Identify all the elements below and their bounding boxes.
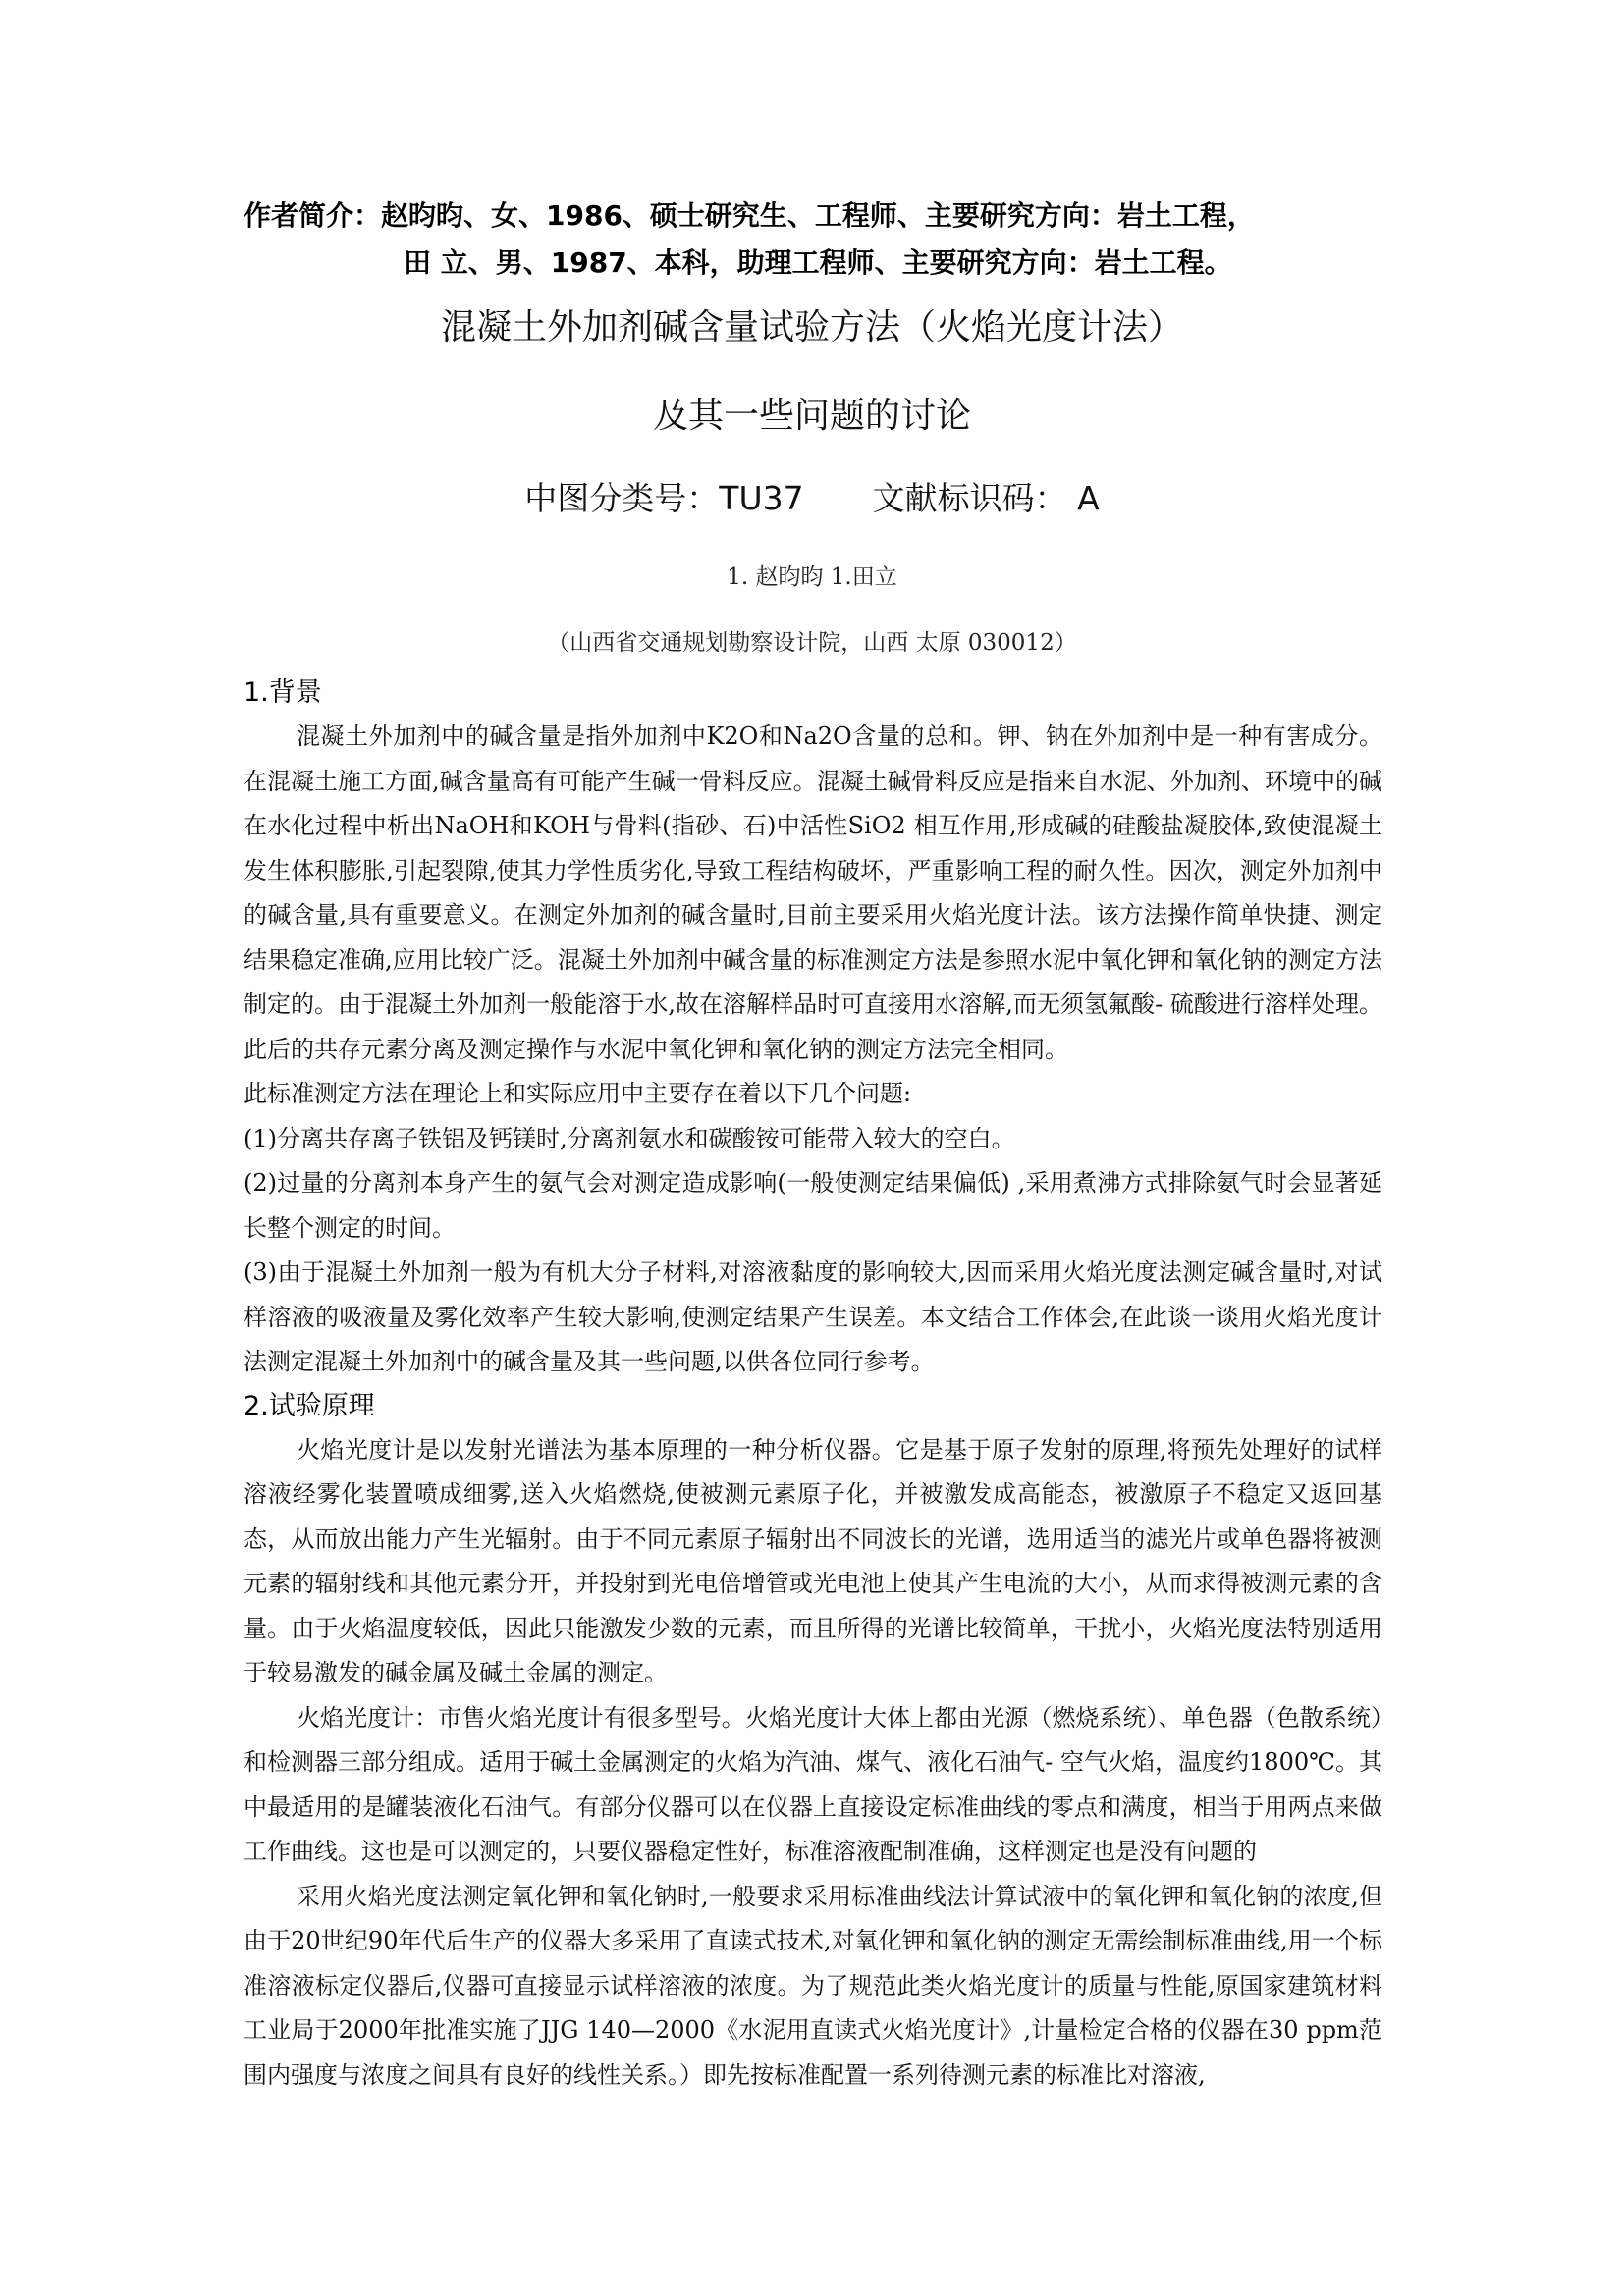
section-heading-principle: 2.试验原理 <box>244 1390 375 1421</box>
author-bio-line-1: 作者简介：赵昀昀、女、1986、硕士研究生、工程师、主要研究方向：岩土工程， <box>244 199 1255 232</box>
issues-lead: 此标准测定方法在理论上和实际应用中主要存在着以下几个问题: <box>244 1080 912 1107</box>
principle-paragraph-2: 火焰光度计：市售火焰光度计有很多型号。火焰光度计大体上都由光源（燃烧系统）、单色器（色散系统）和检测器三部分组成。适用于碱土金属测定的火焰为汽油、煤气、液化石油气- 空气火焰，温度约1800℃。其中最适用的是罐装液化石油气。有部分仪器可以在仪器上直接设定标准曲线的零点和满度，相当于用两点来做工作曲线。这也是可以测定的，只要仪器稳定性好，标准溶液配制准确，这样测定也是没有问题的 <box>244 1703 1382 1865</box>
background-paragraph: 混凝土外加剂中的碱含量是指外加剂中K2O和Na2O含量的总和。钾、钠在外加剂中是一种有害成分。在混凝土施工方面,碱含量高有可能产生碱一骨料反应。混凝土碱骨料反应是指来自水泥、外加剂、环境中的碱在水化过程中析出NaOH和KOH与骨料(指砂、石)中活性SiO2 相互作用,形成碱的硅酸盐凝胶体,致使混凝土发生体积膨胀,引起裂隙,使其力学性质劣化,导致工程结构破坏，严重影响工程的耐久性。因次，测定外加剂中的碱含量,具有重要意义。在测定外加剂的碱含量时,目前主要采用火焰光度计法。该方法操作简单快捷、测定结果稳定准确,应用比较广泛。混凝土外加剂中碱含量的标准测定方法是参照水泥中氧化钾和氧化钠的测定方法制定的。由于混凝土外加剂一般能溶于水,故在溶解样品时可直接用水溶解,而无须氢氟酸- 硫酸进行溶样处理。此后的共存元素分离及测定操作与水泥中氧化钾和氧化钠的测定方法完全相同。 <box>244 722 1382 1063</box>
section-heading-background: 1.背景 <box>244 677 322 708</box>
body-content <box>244 671 1382 2098</box>
paper-title-line-1: 混凝土外加剂碱含量试验方法（火焰光度计法） <box>440 307 1183 347</box>
issue-item-3: (3)由于混凝土外加剂一般为有机大分子材料,对溶液黏度的影响较大,因而采用火焰光度法测定碱含量时,对试样溶液的吸液量及雾化效率产生较大影响,使测定结果产生误差。本文结合工作体会,在此谈一谈用火焰光度计法测定混凝土外加剂中的碱含量及其一些问题,以供各位同行参考。 <box>244 1258 1382 1375</box>
issue-item-2: (2)过量的分离剂本身产生的氨气会对测定造成影响(一般使测定结果偏低) ,采用煮沸方式排除氨气时会显著延长整个测定的时间。 <box>244 1169 1382 1242</box>
author-names: 1. 赵昀昀 1.田立 <box>727 564 897 590</box>
paper-title-line-2: 及其一些问题的讨论 <box>652 396 971 436</box>
classification-line <box>0 473 1624 519</box>
issue-item-1: (1)分离共存离子铁铝及钙镁时,分离剂氨水和碳酸铵可能带入较大的空白。 <box>244 1124 1015 1152</box>
classification-number: 中图分类号：TU37 <box>524 479 804 517</box>
author-bio <box>244 192 1382 287</box>
principle-paragraph-3: 采用火焰光度法测定氧化钾和氧化钠时,一般要求采用标准曲线法计算试液中的氧化钾和氧化钠的浓度,但由于20世纪90年代后生产的仪器大多采用了直读式技术,对氧化钾和氧化钠的测定无需绘制标准曲线,用一个标准溶液标定仪器后,仪器可直接显示试样溶液的浓度。为了规范此类火焰光度计的质量与性能,原国家建筑材料工业局于2000年批准实施了JJG 140—2000《水泥用直读式火焰光度计》,计量检定合格的仪器在30 ppm范围内强度与浓度之间具有良好的线性关系。）即先按标准配置一系列待测元素的标准比对溶液, <box>244 1882 1382 2089</box>
affiliation: （山西省交通规划勘察设计院，山西 太原 030012） <box>547 630 1077 656</box>
author-bio-line-2: 田 立、男、1987、本科，助理工程师、主要研究方向：岩土工程。 <box>404 246 1232 279</box>
document-code: 文献标识码： A <box>872 479 1100 517</box>
principle-paragraph-1: 火焰光度计是以发射光谱法为基本原理的一种分析仪器。它是基于原子发射的原理,将预先处理好的试样溶液经雾化装置喷成细雾,送入火焰燃烧,使被测元素原子化，并被激发成高能态，被激原子不稳定又返回基态，从而放出能力产生光辐射。由于不同元素原子辐射出不同波长的光谱，选用适当的滤光片或单色器将被测元素的辐射线和其他元素分开，并投射到光电倍增管或光电池上使其产生电流的大小，从而求得被测元素的含量。由于火焰温度较低，因此只能激发少数的元素，而且所得的光谱比较简单，干扰小，火焰光度法特别适用于较易激发的碱金属及碱土金属的测定。 <box>244 1435 1382 1686</box>
